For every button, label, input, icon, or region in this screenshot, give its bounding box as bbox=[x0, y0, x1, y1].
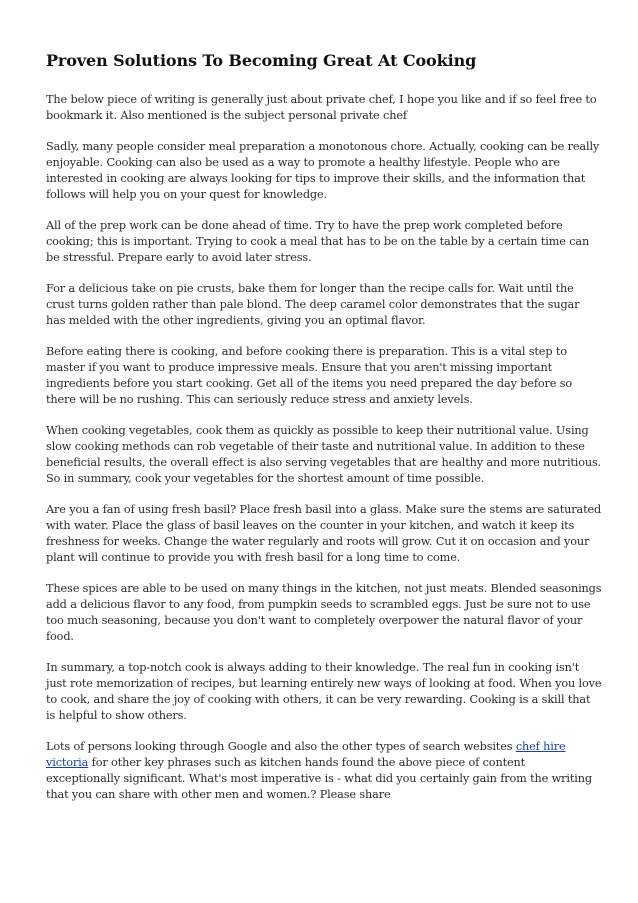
document-title: Proven Solutions To Becoming Great At Cooking bbox=[46, 51, 477, 70]
closing-text-before-link: Lots of persons looking through Google and also the other types of search websites bbox=[46, 740, 516, 753]
paragraph-closing bbox=[46, 739, 602, 803]
paragraph-monotonous-chore: Sadly, many people consider meal preparation a monotonous chore. Actually, cooking can be really enjoyable. Cooking can also be used as a way to promote a healthy lifestyle. People who are interested in cooking are always looking for tips to improve their skills, and the information that follows will help you on your quest for knowledge. bbox=[46, 140, 600, 201]
paragraph-summary: In summary, a top-notch cook is always adding to their knowledge. The real fun in cooking isn't just rote memorization of recipes, but learning entirely new ways of looking at food. When you love to cook, and share the joy of cooking with others, it can be very rewarding. Cooking is a skill that is helpful to show others. bbox=[46, 661, 602, 722]
paragraph-vegetables: When cooking vegetables, cook them as quickly as possible to keep their nutritional value. Using slow cooking methods can rob vegetable of their taste and nutritional value. In addition to these beneficial results, the overall effect is also serving vegetables that are healthy and more nutritious. So in summary, cook your vegetables for the shortest amount of time possible. bbox=[46, 424, 602, 485]
closing-text-after-link: for other key phrases such as kitchen hands found the above piece of content exceptionally significant. What's most imperative is - what did you certainly gain from the writing that you can share with other men and women.? Please share bbox=[46, 756, 592, 801]
chef-hire-victoria-link[interactable]: chef hire victoria bbox=[46, 740, 566, 769]
paragraph-intro: The below piece of writing is generally just about private chef, I hope you like and if so feel free to bookmark it. Also mentioned is the subject personal private chef bbox=[46, 93, 597, 122]
paragraph-spices: These spices are able to be used on many things in the kitchen, not just meats. Blended seasonings add a delicious flavor to any food, from pumpkin seeds to scrambled eggs. Just be sure not to use too much seasoning, because you don't want to completely overpower the natural flavor of your food. bbox=[46, 582, 602, 643]
document-page bbox=[46, 50, 602, 818]
paragraph-basil: Are you a fan of using fresh basil? Place fresh basil into a glass. Make sure the stems are saturated with water. Place the glass of basil leaves on the counter in your kitchen, and watch it keep its freshness for weeks. Change the water regularly and roots will grow. Cut it on occasion and your plant will continue to provide you with fresh basil for a long time to come. bbox=[46, 503, 602, 564]
paragraph-pie-crusts: For a delicious take on pie crusts, bake them for longer than the recipe calls for. Wait until the crust turns golden rather than pale blond. The deep caramel color demonstrates that the sugar has melded with the other ingredients, giving you an optimal flavor. bbox=[46, 282, 580, 327]
paragraph-prep-work: All of the prep work can be done ahead of time. Try to have the prep work completed before cooking; this is important. Trying to cook a meal that has to be on the table by a certain time can be stressful. Prepare early to avoid later stress. bbox=[46, 219, 590, 264]
paragraph-preparation: Before eating there is cooking, and before cooking there is preparation. This is a vital step to master if you want to produce impressive meals. Ensure that you aren't missing important ingredients before you start cooking. Get all of the items you need prepared the day before so there will be no rushing. This can seriously reduce stress and anxiety levels. bbox=[46, 345, 573, 406]
